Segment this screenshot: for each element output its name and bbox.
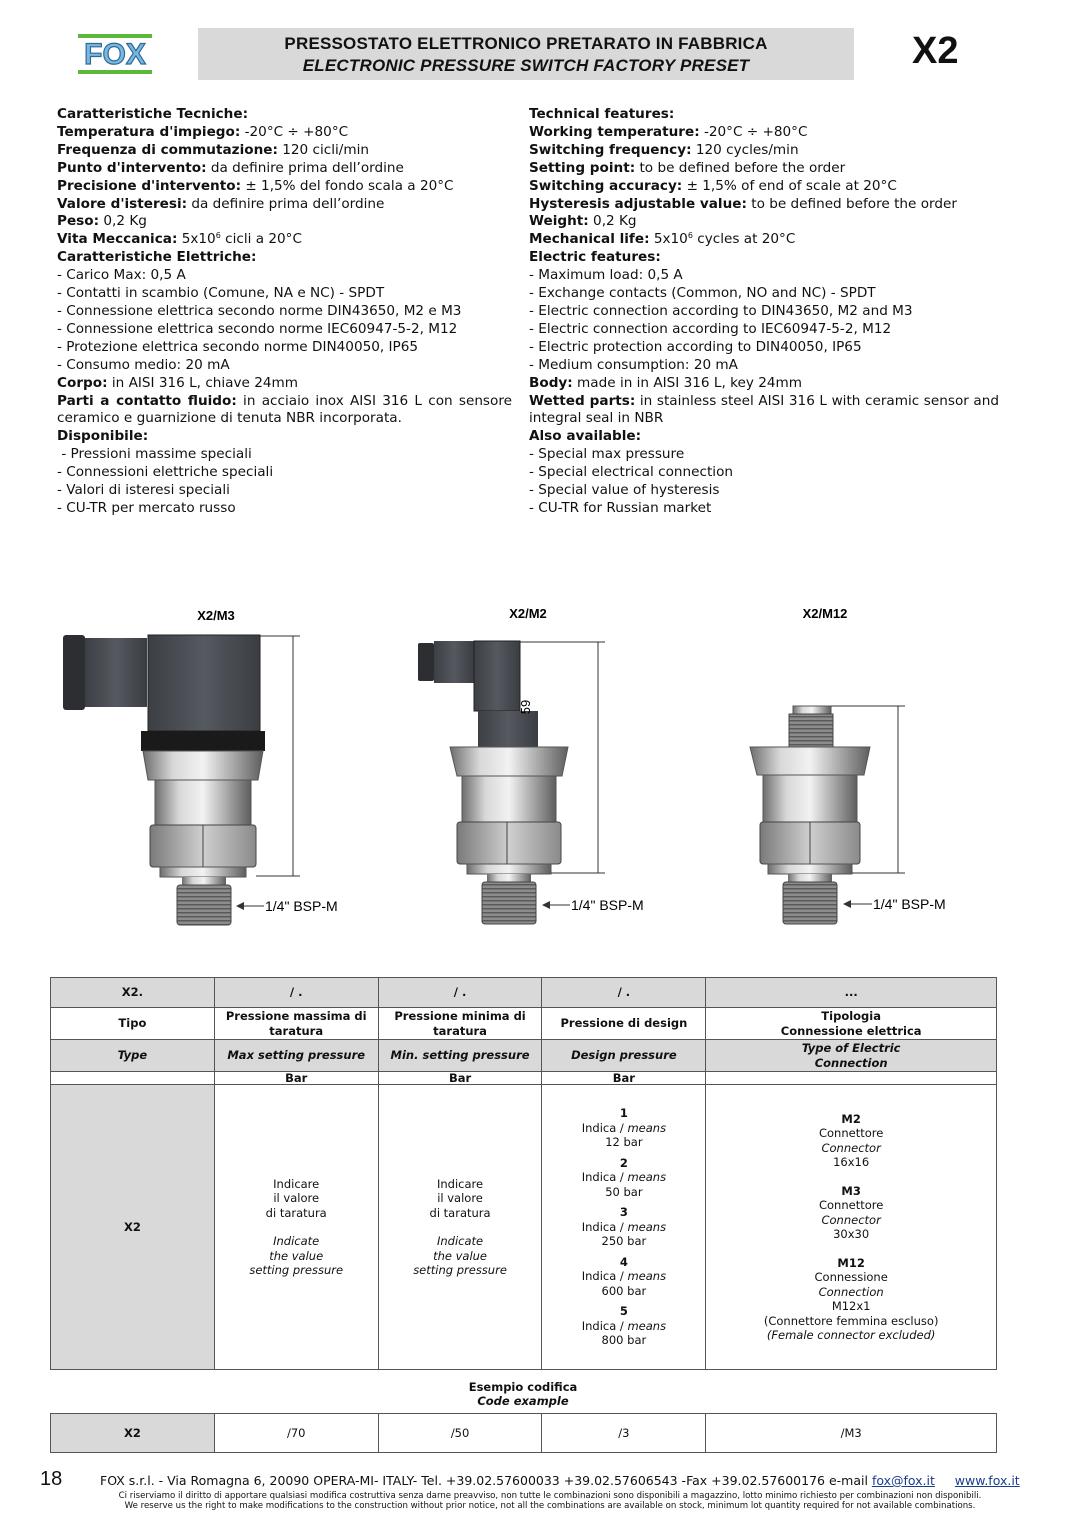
specs-english <box>529 106 999 518</box>
spec-available-item: - Connessioni elettriche speciali <box>57 464 274 481</box>
design-pressure-option: 3 Indica / means 250 bar <box>581 1205 667 1249</box>
table-cell: /70 <box>214 1414 378 1453</box>
spec-temperature: Working temperature: -20°C ÷ +80°C <box>529 123 808 140</box>
m12-connector <box>789 714 833 747</box>
spec-body: Body: made in in AISI 316 L, key 24mm <box>529 374 803 391</box>
spec-electric-item: - Consumo medio: 20 mA <box>57 356 230 373</box>
table-cell: Tipo <box>51 1008 215 1040</box>
code-example-label-en: Code example <box>477 1394 569 1408</box>
email-link[interactable]: fox@fox.it <box>871 1473 935 1488</box>
table-cell: X2 <box>51 1414 215 1453</box>
spec-electric-heading: Caratteristiche Elettriche: <box>57 249 257 266</box>
table-cell: Bar <box>378 1072 542 1085</box>
spec-hysteresis: Hysteresis adjustable value: to be defined before the order <box>529 195 957 212</box>
spec-electric-item: - Exchange contacts (Common, NO and NC) - SPDT <box>529 285 876 302</box>
drawing-title: X2/M12 <box>802 606 848 621</box>
table-cell: ... <box>706 978 997 1008</box>
spec-setting-point: Setting point: to be defined before the order <box>529 159 846 176</box>
ordering-table <box>50 977 997 1370</box>
table-cell: /M3 <box>706 1414 997 1453</box>
table-cell: Pressione di design <box>542 1008 706 1040</box>
spec-weight: Peso: 0,2 Kg <box>57 213 147 230</box>
connector-housing <box>148 635 260 731</box>
drawing-x2-m2 <box>418 606 644 924</box>
spec-available-heading: Also available: <box>529 428 642 445</box>
table-cell-max-pressure: Indicare il valore di taratura Indicate the value setting pressure <box>214 1085 378 1370</box>
model-code: X2 <box>912 30 959 72</box>
table-cell: /3 <box>542 1414 706 1453</box>
spec-electric-item: - Electric protection according to DIN40050, IP65 <box>529 338 862 355</box>
gasket <box>141 731 265 751</box>
table-cell: Bar <box>214 1072 378 1085</box>
table-row-italian <box>51 1008 997 1040</box>
table-cell: Pressione massima di taratura <box>214 1008 378 1040</box>
table-cell: Pressione minima di taratura <box>378 1008 542 1040</box>
table-cell-design-pressure <box>542 1085 706 1370</box>
table-cell: / . <box>542 978 706 1008</box>
spec-available-item: - CU-TR per mercato russo <box>57 499 236 516</box>
table-cell-model: X2 <box>51 1085 215 1370</box>
spec-available-item: - CU-TR for Russian market <box>529 499 712 516</box>
spec-accuracy: Precisione d'intervento: ± 1,5% del fondo scala a 20°C <box>57 177 454 194</box>
spec-electric-item: - Carico Max: 0,5 A <box>57 267 186 284</box>
drawing-x2-m12 <box>558 560 946 924</box>
page-number: 18 <box>40 1468 63 1490</box>
table-cell-min-pressure: Indicare il valore di taratura Indicate the value setting pressure <box>378 1085 542 1370</box>
spec-available-item: - Special electrical connection <box>529 464 733 481</box>
website-link[interactable]: www.fox.it <box>954 1473 1020 1488</box>
table-row-units <box>51 1072 997 1085</box>
spec-frequency: Switching frequency: 120 cycles/min <box>529 141 799 158</box>
spec-hysteresis: Valore d'isteresi: da definire prima dell’ordine <box>57 195 385 212</box>
connector-housing <box>474 641 520 711</box>
table-row-code <box>51 978 997 1008</box>
title-banner <box>198 28 854 80</box>
table-row-options <box>51 1085 997 1370</box>
spec-electric-item: - Connessione elettrica secondo norme IEC60947-5-2, M12 <box>57 320 458 337</box>
design-pressure-option: 2 Indica / means 50 bar <box>581 1155 667 1199</box>
spec-setting-point: Punto d'intervento: da definire prima dell’ordine <box>57 159 404 176</box>
dimension-label: 59 <box>518 699 533 715</box>
fox-logo <box>78 32 152 76</box>
connection-option: M3 Connettore Connector 30x30 <box>818 1183 884 1241</box>
table-cell: Type <box>51 1040 215 1072</box>
table-cell: Min. setting pressure <box>378 1040 542 1072</box>
spec-electric-item: - Electric connection according to DIN43650, M2 and M3 <box>529 302 913 319</box>
table-row-english <box>51 1040 997 1072</box>
table-cell: Type of Electric Connection <box>706 1040 997 1072</box>
spec-available-item: - Pressioni massime speciali <box>57 446 252 463</box>
company-info: FOX s.r.l. - Via Romagna 6, 20090 OPERA-MI- ITALY- Tel. +39.02.57600033 +39.02.57606543 -Fax +39.02.57600176 e-mail <box>100 1473 872 1488</box>
spec-electric-item: - Electric connection according to IEC60947-5-2, M12 <box>529 320 892 337</box>
table-cell: Design pressure <box>542 1040 706 1072</box>
table-cell: /50 <box>378 1414 542 1453</box>
spec-heading: Technical features: <box>529 106 675 122</box>
spec-electric-heading: Electric features: <box>529 249 661 266</box>
spec-heading: Caratteristiche Tecniche: <box>57 106 249 122</box>
logo-text: FOX <box>84 38 146 71</box>
table-row <box>51 1414 997 1453</box>
spec-wetted-parts: Wetted parts: in stainless steel AISI 316 L with ceramic sensor and integral seal in NBR <box>529 392 1000 427</box>
drawing-title: X2/M2 <box>509 606 547 621</box>
thread-label: 1/4" BSP-M <box>265 898 338 914</box>
thread-label: 1/4" BSP-M <box>873 896 946 912</box>
table-cell: Bar <box>542 1072 706 1085</box>
spec-electric-item: - Protezione elettrica secondo norme DIN40050, IP65 <box>57 338 419 355</box>
spec-electric-item: - Maximum load: 0,5 A <box>529 267 683 284</box>
disclaimer-english: We reserve us the right to make modifications to the construction without prior notice, not all the combinations are available on stock, minimum lot quantity required for not available combinations. <box>124 1501 976 1511</box>
table-cell <box>51 1072 215 1085</box>
design-pressure-option: 4 Indica / means 600 bar <box>581 1254 667 1298</box>
table-cell-connection <box>706 1085 997 1370</box>
code-example-label-it: Esempio codifica <box>468 1380 578 1394</box>
thread-label: 1/4" BSP-M <box>571 897 644 913</box>
design-pressure-option: 1 Indica / means 12 bar <box>581 1106 667 1150</box>
table-cell: / . <box>378 978 542 1008</box>
spec-available-heading: Disponibile: <box>57 428 149 445</box>
spec-electric-item: - Medium consumption: 20 mA <box>529 356 738 373</box>
spec-frequency: Frequenza di commutazione: 120 cicli/min <box>57 141 369 158</box>
spec-mechanical-life: Mechanical life: $5x10^6$ cycles at 20°C <box>529 231 796 248</box>
spec-wetted-parts: Parti a contatto fluido: in acciaio inox AISI 316 L con sensore ceramico e guarnizione di tenuta NBR incorporata. <box>57 392 512 427</box>
table-cell: Max setting pressure <box>214 1040 378 1072</box>
spec-electric-item: - Connessione elettrica secondo norme DIN43650, M2 e M3 <box>57 302 462 319</box>
spec-available-item: - Special value of hysteresis <box>529 482 720 499</box>
connection-option: M2 Connettore Connector 16x16 <box>818 1111 884 1169</box>
code-example-label <box>48 1380 998 1408</box>
title-english: ELECTRONIC PRESSURE SWITCH FACTORY PRESET <box>302 56 750 75</box>
spec-available-item: - Special max pressure <box>529 446 685 463</box>
table-cell: Tipologia Connessione elettrica <box>706 1008 997 1040</box>
spec-available-item: - Valori di isteresi speciali <box>57 482 230 499</box>
footer-contact <box>100 1473 1020 1488</box>
spec-weight: Weight: 0,2 Kg <box>529 213 637 230</box>
table-cell <box>706 1072 997 1085</box>
product-drawings <box>0 560 1080 960</box>
spec-body: Corpo: in AISI 316 L, chiave 24mm <box>57 374 299 391</box>
connection-option: M12 Connessione Connection M12x1 (Connettore femmina escluso) (Female connector excluded) <box>763 1255 939 1342</box>
title-italian: PRESSOSTATO ELETTRONICO PRETARATO IN FABBRICA <box>284 34 768 53</box>
spec-mechanical-life: Vita Meccanica: $5x10^6$ cicli a 20°C <box>57 231 302 248</box>
fox-logo-icon <box>78 32 152 76</box>
table-cell: X2. <box>51 978 215 1008</box>
code-example-table <box>50 1413 997 1453</box>
drawing-title: X2/M3 <box>197 608 235 623</box>
specs-italian <box>57 106 512 518</box>
spec-electric-item: - Contatti in scambio (Comune, NA e NC) - SPDT <box>57 285 385 302</box>
spec-accuracy: Switching accuracy: ± 1,5% of end of scale at 20°C <box>529 177 897 194</box>
table-cell: / . <box>214 978 378 1008</box>
cable-gland <box>63 635 85 710</box>
design-pressure-option: 5 Indica / means 800 bar <box>581 1304 667 1348</box>
spec-temperature: Temperatura d'impiego: -20°C ÷ +80°C <box>57 123 349 140</box>
disclaimer-italian: Ci riserviamo il diritto di apportare qualsiasi modifica costruttiva senza darne preavviso, non tutte le combinazioni sono disponibili a magazzino, lotto minimo richiesto per combinazioni non disponibili. <box>118 1491 982 1501</box>
